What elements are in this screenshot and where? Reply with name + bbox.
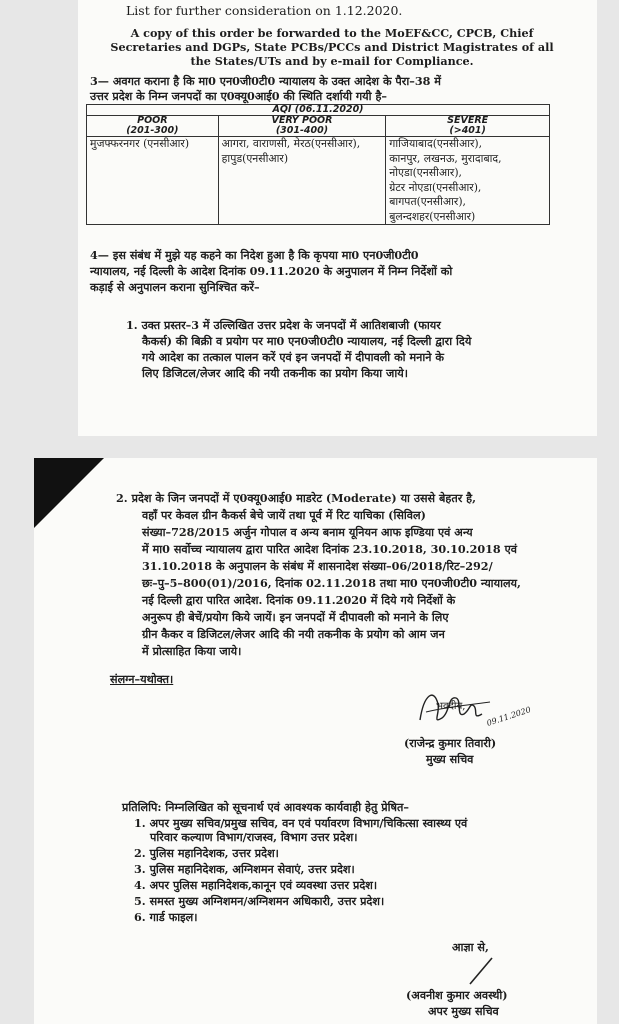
copy-to-item: 2. पुलिस महानिदेशक, उत्तर प्रदेश।: [134, 846, 279, 860]
document-page-2: [34, 458, 597, 1024]
document-page-1: [78, 0, 597, 436]
aqi-cell-severe: गाजियाबाद(एनसीआर), कानपुर, लखनऊ, मुरादाबाद, नोएडा(एनसीआर), ग्रेटर नोएडा(एनसीआर), बागपत(एनसीआर), बुलन्दशहर(एनसीआर): [386, 137, 550, 225]
signer2-name: (अवनीश कुमार अवस्थी): [406, 988, 508, 1002]
page-fold-shadow: [34, 458, 104, 528]
copy-to-item: 6. गार्ड फाइल।: [134, 910, 198, 924]
item-2-line: 2. प्रदेश के जिन जनपदों में ए0क्यू0आई0 माडरेट (Moderate) या उससे बेहतर है,: [116, 491, 477, 505]
aqi-cell-poor: मुजफ्फरनगर (एनसीआर): [87, 137, 219, 225]
copy-line: the States/UTs and by e-mail for Compliance.: [190, 54, 474, 68]
enclosure-label: संलग्न–यथोक्त।: [110, 672, 174, 686]
para-4-line: न्यायालय, नई दिल्ली के आदेश दिनांक 09.11.2020 के अनुपालन में निम्न निर्देशों को: [90, 264, 453, 278]
item-2-line: अनुरूप ही बेचें/प्रयोग किये जायें। इन जनपदों में दीपावली को मनाने के लिए: [142, 610, 449, 624]
copy-to-item: परिवार कल्याण विभाग/राजस्व, विभाग उत्तर प्रदेश।: [150, 830, 358, 844]
copy-line: Secretaries and DGPs, State PCBs/PCCs and District Magistrates of all: [110, 40, 554, 54]
para-3-line: 3— अवगत कराना है कि मा0 एन0जी0टी0 न्यायालय के उक्त आदेश के पैरा–38 में: [90, 74, 442, 88]
copy-to-item: 3. पुलिस महानिदेशक, अग्निशमन सेवाएं, उत्तर प्रदेश।: [134, 862, 355, 876]
copy-to-item: 5. समस्त मुख्य अग्निशमन/अग्निशमन अधिकारी, उत्तर प्रदेश।: [134, 894, 385, 908]
item-2-line: 31.10.2018 के अनुपालन के संबंध में शासनादेश संख्या–06/2018/रिट–292/: [142, 559, 493, 573]
item-2-line: छः–पु–5–800(01)/2016, दिनांक 02.11.2018 तथा मा0 एन0जी0टी0 न्यायालय,: [142, 576, 521, 590]
item-2-line: ग्रीन कैकर व डिजिटल/लेजर आदि की नयी तकनीक के प्रयोग को आम जन: [142, 627, 445, 641]
signer2-title: अपर मुख्य सचिव: [428, 1004, 499, 1018]
further-consideration-line: List for further consideration on 1.12.2020.: [126, 3, 403, 18]
item-1-line: लिए डिजिटल/लेजर आदि की नयी तकनीक का प्रयोग किया जाये।: [142, 366, 408, 380]
item-2-line: वहाँ पर केवल ग्रीन कैकर्स बेचे जायें तथा पूर्व में रिट याचिका (सिविल): [142, 508, 426, 522]
item-2-line: में मा0 सर्वोच्च न्यायालय द्वारा पारित आदेश दिनांक 23.10.2018, 30.10.2018 एवं: [142, 542, 518, 556]
aqi-table: [86, 104, 550, 225]
aqi-col-very-poor: VERY POOR (301-400): [218, 116, 386, 137]
item-1-line: कैकर्स) की बिक्री व प्रयोग पर मा0 एन0जी0टी0 न्यायालय, नई दिल्ली द्वारा दिये: [142, 334, 472, 348]
para-3-line: उत्तर प्रदेश के निम्न जनपदों का ए0क्यू0आई0 की स्थिति दर्शायी गयी है–: [90, 89, 387, 103]
item-2-line: संख्या–728/2015 अर्जुन गोपाल व अन्य बनाम यूनियन आफ इण्डिया एवं अन्य: [142, 525, 473, 539]
aqi-col-poor: POOR (201-300): [87, 116, 219, 137]
by-order-line: आज्ञा से,: [452, 940, 489, 954]
sign-word: भवदीय,: [436, 701, 466, 712]
aqi-cell-very-poor: आगरा, वाराणसी, मेरठ(एनसीआर), हापुड(एनसीआर): [218, 137, 386, 225]
signer-title: मुख्य सचिव: [426, 752, 474, 766]
para-4-line: कड़ाई से अनुपालन कराना सुनिश्चित करें–: [90, 280, 260, 294]
copy-to-item: 1. अपर मुख्य सचिव/प्रमुख सचिव, वन एवं पर्यावरण विभाग/चिकित्सा स्वास्थ्य एवं: [134, 816, 468, 830]
copy-line: A copy of this order be forwarded to the MoEF&CC, CPCB, Chief: [130, 26, 534, 40]
copy-to-heading: प्रतिलिपि: निम्नलिखित को सूचनार्थ एवं आवश्यक कार्यवाही हेतु प्रेषित–: [122, 800, 409, 814]
aqi-table-caption: AQI (06.11.2020): [87, 105, 550, 116]
item-1-line: गये आदेश का तत्काल पालन करें एवं इन जनपदों में दीपावली को मनाने के: [142, 350, 444, 364]
signer-name: (राजेन्द्र कुमार तिवारी): [404, 736, 497, 750]
ngt-copy-order-block: [92, 26, 572, 68]
item-1-line: 1. उक्त प्रस्तर–3 में उल्लिखित उत्तर प्रदेश के जनपदों में आतिशबाजी (फायर: [126, 318, 441, 332]
sign-date: 09.11.2020: [485, 705, 532, 728]
aqi-col-severe: SEVERE (>401): [386, 116, 550, 137]
copy-to-item: 4. अपर पुलिस महानिदेशक,कानून एवं व्यवस्था उत्तर प्रदेश।: [134, 878, 378, 892]
para-4-line: 4— इस संबंध में मुझे यह कहने का निदेश हुआ है कि कृपया मा0 एन0जी0टी0: [90, 248, 419, 262]
item-2-line: नई दिल्ली द्वारा पारित आदेश. दिनांक 09.11.2020 में दिये गये निर्देशों के: [142, 593, 456, 607]
item-2-line: में प्रोत्साहित किया जाये।: [142, 644, 242, 658]
signature-additional-chief-secretary: [462, 954, 502, 988]
